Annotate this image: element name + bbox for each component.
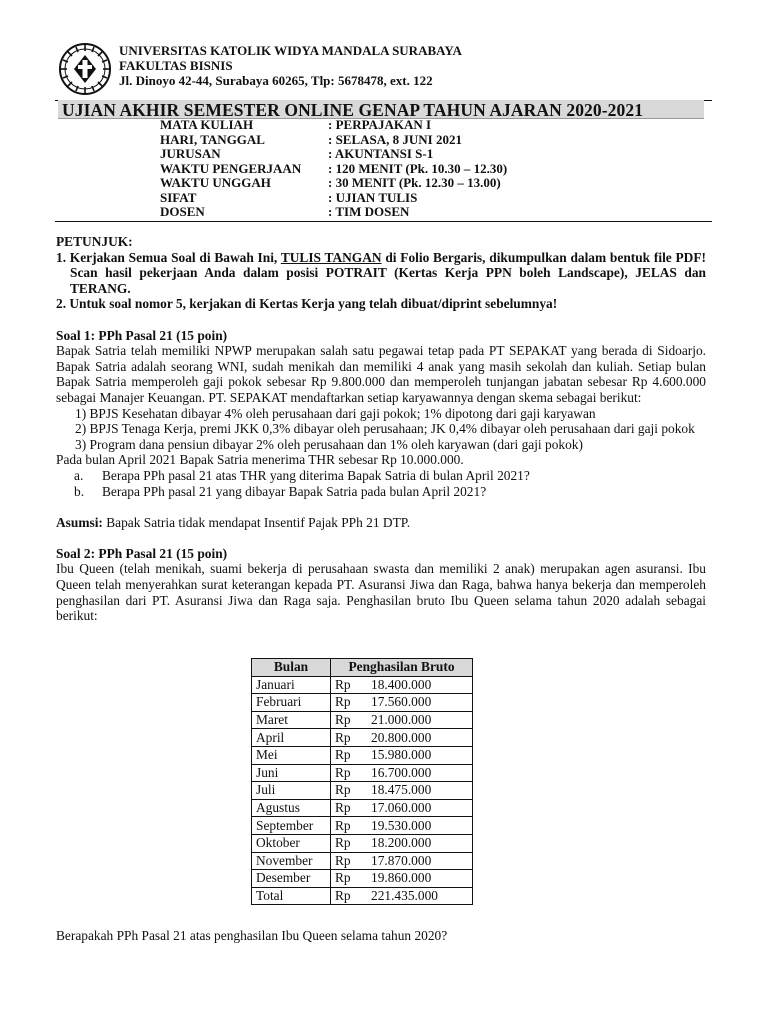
question-text: Berapa PPh pasal 21 atas THR yang diterima Bapak Satria di bulan April 2021? [102,467,530,483]
amount: 21.000.000 [371,712,432,728]
info-row [160,176,507,191]
cell-bulan: Januari [252,676,331,694]
cell-penghasilan [331,817,473,835]
soal1-thr: Pada bulan April 2021 Bapak Satria menerima THR sebesar Rp 10.000.000. [56,452,464,468]
cell-bulan: Juli [252,782,331,800]
table-row [252,729,473,747]
info-row [160,205,507,220]
assumption-label: Asumsi: [56,514,103,530]
currency-label: Rp [335,817,351,833]
amount: 16.700.000 [371,764,432,780]
table-row [252,764,473,782]
instruction-1-start: 1. Kerjakan Semua Soal di Bawah Ini, [56,249,281,265]
table-row [252,852,473,870]
currency-label: Rp [335,852,351,868]
cell-penghasilan [331,746,473,764]
info-row [160,162,507,177]
table-row [252,711,473,729]
soal1-assumption [56,515,706,531]
amount: 17.060.000 [371,800,432,816]
amount: 18.400.000 [371,676,432,692]
cell-bulan: Februari [252,694,331,712]
currency-label: Rp [335,888,351,904]
spacer [56,312,706,328]
amount: 17.870.000 [371,852,432,868]
instruction-1-underlined: TULIS TANGAN [280,249,382,265]
table-row [252,746,473,764]
table-row [252,782,473,800]
cell-bulan: Desember [252,870,331,888]
address: Jl. Dinoyo 42-44, Surabaya 60265, Tlp: 5678478, ext. 122 [119,73,433,88]
info-value: : TIM DOSEN [328,204,410,219]
amount: 18.475.000 [371,782,432,798]
soal1-paragraph: Bapak Satria telah memiliki NPWP merupakan salah satu pegawai tetap pada PT SEPAKAT yang berada di Sidoarjo. Bapak Satria adalah seorang WNI, sudah menikah dan memiliki 4 anak yang masih sekolah dan kuliah. Setiap bulan Bapak Satria memperoleh gaji pokok sebesar Rp 9.800.000 dan memperoleh tunjangan jabatan sebesar Rp 4.600.000 sebagai Manajer Keuangan. PT. SEPAKAT mendaftarkan setiap karyawannya dengan skema sebagai berikut: [56,343,706,405]
soal1-item: 3) Program dana pensiun dibayar 2% oleh perusahaan dan 1% oleh karyawan (dari gaji pokok) [75,436,583,452]
table-row [252,676,473,694]
cell-bulan: Maret [252,711,331,729]
info-key: DOSEN [160,204,205,219]
spacer [56,499,706,515]
assumption-text: Bapak Satria tidak mendapat Insentif Pajak PPh 21 DTP. [102,514,411,530]
info-key: MATA KULIAH [160,117,254,132]
amount: 221.435.000 [371,888,438,904]
soal2-paragraph: Ibu Queen (telah menikah, suami bekerja di perusahaan swasta dan memiliki 2 anak) merupakan agen asuransi. Ibu Queen telah menyerahkan surat keterangan kepada PT. Asuransi Jiwa dan Raga, bahwa hanya bekerja dan memperoleh penghasilan dari PT. Asuransi Jiwa dan Raga saja. Penghasilan bruto Ibu Queen selama tahun 2020 adalah sebagai berikut: [56,561,706,624]
faculty-name: FAKULTAS BISNIS [119,58,233,73]
info-value: : AKUNTANSI S-1 [328,146,434,161]
table-header-row [252,659,473,677]
cell-penghasilan [331,711,473,729]
cell-bulan: Agustus [252,799,331,817]
table-row [252,799,473,817]
info-row [160,191,507,206]
cell-bulan: Total [252,887,331,905]
instruction-1 [56,250,706,297]
cell-bulan: Juni [252,764,331,782]
info-row [160,133,507,148]
question-label: b. [74,483,85,499]
cell-penghasilan [331,870,473,888]
cell-penghasilan [331,799,473,817]
currency-label: Rp [335,676,351,692]
cell-bulan: November [252,852,331,870]
cell-bulan: September [252,817,331,835]
cell-penghasilan [331,729,473,747]
table-row [252,694,473,712]
currency-label: Rp [335,870,351,886]
currency-label: Rp [335,764,351,780]
info-value: : SELASA, 8 JUNI 2021 [328,131,462,147]
soal1-question-a [56,468,706,484]
amount: 20.800.000 [371,729,432,745]
info-key: WAKTU PENGERJAAN [160,160,302,176]
info-value: : 120 MENIT (Pk. 10.30 – 12.30) [328,160,508,176]
info-key: WAKTU UNGGAH [160,175,271,190]
letterhead [119,43,462,88]
header-penghasilan: Penghasilan Bruto [331,659,473,677]
soal1-item: 1) BPJS Kesehatan dibayar 4% oleh perusahaan dari gaji pokok; 1% dipotong dari gaji karyawan [75,405,596,421]
currency-label: Rp [335,782,351,798]
exam-body [56,234,706,624]
info-row [160,118,507,133]
cell-bulan: April [252,729,331,747]
soal1-item: 2) BPJS Tenaga Kerja, premi JKK 0,3% dibayar oleh perusahaan; JK 0,4% dibayar oleh perusahaan dari gaji pokok [75,421,695,437]
currency-label: Rp [335,712,351,728]
currency-label: Rp [335,729,351,745]
question-label: a. [74,467,84,483]
header-bulan: Bulan [252,659,331,677]
info-value: : PERPAJAKAN I [328,117,432,132]
soal1-question-b [56,484,706,500]
instruction-1-end: di Folio Bergaris, dikumpulkan dalam bentuk file PDF! Scan hasil pekerjaan Anda dalam posisi POTRAIT (Kertas Kerja PPN boleh Landscape), JELAS dan TERANG. [70,249,706,296]
instruction-2: 2. Untuk soal nomor 5, kerjakan di Kertas Kerja yang telah dibuat/diprint sebelumnya! [56,296,558,312]
amount: 19.860.000 [371,870,432,886]
amount: 18.200.000 [371,835,432,851]
amount: 17.560.000 [371,694,432,710]
cell-penghasilan [331,782,473,800]
cell-penghasilan [331,852,473,870]
currency-label: Rp [335,835,351,851]
spacer [56,530,706,546]
question-text: Berapa PPh pasal 21 yang dibayar Bapak Satria pada bulan April 2021? [102,483,487,499]
info-key: SIFAT [160,189,197,205]
cell-penghasilan [331,676,473,694]
info-row [160,147,507,162]
currency-label: Rp [335,800,351,816]
table-row [252,834,473,852]
income-table [251,658,473,905]
info-key: HARI, TANGGAL [160,131,265,147]
soal1-heading: Soal 1: PPh Pasal 21 (15 poin) [56,327,228,343]
soal2-heading: Soal 2: PPh Pasal 21 (15 poin) [56,545,228,561]
cell-penghasilan [331,834,473,852]
amount: 15.980.000 [371,747,432,763]
cell-penghasilan [331,694,473,712]
table-row [252,870,473,888]
table-total-row [252,887,473,905]
exam-info [160,118,507,220]
info-value: : UJIAN TULIS [328,189,418,205]
currency-label: Rp [335,747,351,763]
currency-label: Rp [335,694,351,710]
table-row [252,817,473,835]
soal2-question: Berapakah PPh Pasal 21 atas penghasilan Ibu Queen selama tahun 2020? [56,928,448,943]
university-logo [58,42,112,96]
info-key: JURUSAN [160,146,221,161]
table-body [252,676,473,905]
amount: 19.530.000 [371,817,432,833]
info-value: : 30 MENIT (Pk. 12.30 – 13.00) [328,175,501,190]
cell-penghasilan [331,764,473,782]
exam-title: UJIAN AKHIR SEMESTER ONLINE GENAP TAHUN AJARAN 2020-2021 [62,100,644,120]
instructions-heading: PETUNJUK: [56,234,133,249]
cell-penghasilan [331,887,473,905]
divider-info [55,221,712,222]
university-name: UNIVERSITAS KATOLIK WIDYA MANDALA SURABAYA [119,43,462,58]
cell-bulan: Oktober [252,834,331,852]
cell-bulan: Mei [252,746,331,764]
